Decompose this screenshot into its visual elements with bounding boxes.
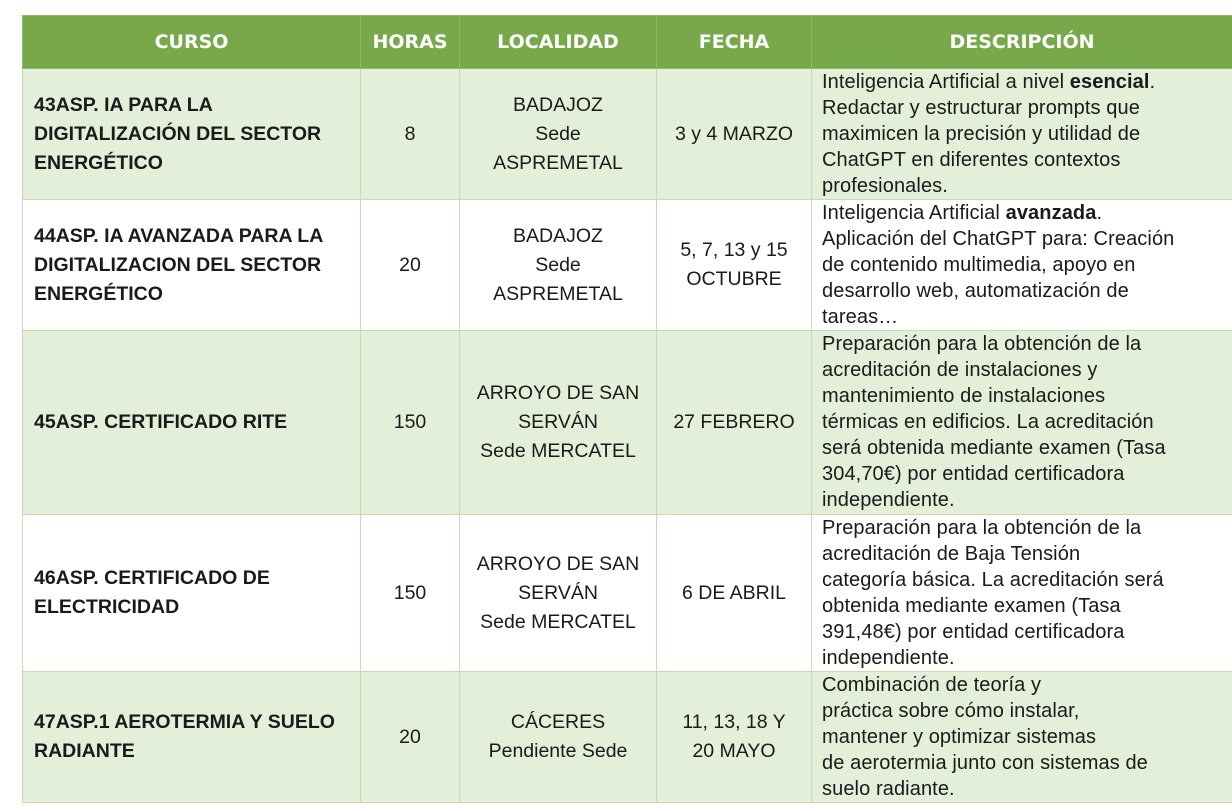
fecha-line: OCTUBRE (686, 268, 782, 290)
descripcion-bold: avanzada (1005, 202, 1097, 224)
localidad-line: Pendiente Sede (488, 740, 628, 762)
fecha-line: 6 DE ABRIL (681, 581, 787, 604)
cell-fecha (657, 672, 812, 803)
descripcion-line: mantener y optimizar sistemas (822, 726, 1097, 748)
curso-line: RADIANTE (34, 740, 135, 762)
cell-curso (23, 200, 361, 331)
cell-horas: 150 (361, 515, 460, 672)
descripcion-bold: esencial (1069, 71, 1150, 93)
header-row (23, 16, 1232, 69)
course-table-container (22, 15, 1232, 803)
cell-curso (23, 515, 361, 672)
cell-fecha (657, 331, 812, 515)
table-row (23, 672, 1232, 803)
cell-fecha (657, 515, 812, 672)
cell-descripcion (812, 515, 1232, 672)
table-row (23, 515, 1232, 672)
descripcion-line: desarrollo web, automatización de (822, 280, 1129, 302)
descripcion-line: obtenida mediante examen (Tasa (822, 595, 1121, 617)
curso-line: ENERGÉTICO (34, 282, 163, 305)
descripcion-line: profesionales. (822, 175, 948, 197)
descripcion-line: acreditación de instalaciones y (822, 359, 1098, 381)
curso-line: 43ASP. IA PARA LA (34, 93, 213, 116)
curso-line: DIGITALIZACIÓN DEL SECTOR (34, 122, 322, 145)
cell-descripcion (812, 69, 1232, 200)
cell-descripcion (812, 672, 1232, 803)
cell-localidad (460, 331, 657, 515)
descripcion-line (822, 200, 1232, 226)
fecha-line: 20 MAYO (692, 740, 776, 762)
cell-fecha (657, 200, 812, 331)
cell-horas: 20 (361, 672, 460, 803)
curso-line: 46ASP. CERTIFICADO DE (34, 567, 270, 589)
descripcion-intro: Inteligencia Artificial (822, 202, 1006, 224)
curso-line: ELECTRICIDAD (34, 596, 180, 618)
descripcion-line: Preparación para la obtención de la (822, 333, 1142, 355)
table-row (23, 69, 1232, 200)
localidad-line: ASPREMETAL (493, 282, 623, 305)
curso-line: DIGITALIZACION DEL SECTOR (34, 253, 322, 276)
descripcion-line (822, 69, 1232, 95)
descripcion-line: de contenido multimedia, apoyo en (822, 254, 1136, 276)
curso-line: 44ASP. IA AVANZADA PARA LA (34, 224, 324, 247)
table-row (23, 200, 1232, 331)
curso-line: 47ASP.1 AEROTERMIA Y SUELO (34, 711, 335, 733)
fecha-line: 27 FEBRERO (673, 411, 795, 433)
header-fecha[interactable]: FECHA (657, 16, 812, 69)
descripcion-line: tareas… (822, 306, 899, 328)
descripcion-line: suelo radiante. (822, 778, 955, 800)
cell-localidad (460, 200, 657, 331)
descripcion-line: Redactar y estructurar prompts que (822, 97, 1140, 119)
cell-curso (23, 331, 361, 515)
cell-horas: 150 (361, 331, 460, 515)
descripcion-after: . (1149, 71, 1156, 93)
descripcion-line: acreditación de Baja Tensión (822, 543, 1081, 565)
localidad-line: Sede MERCATEL (480, 440, 636, 462)
course-table (22, 15, 1232, 803)
cell-curso (23, 69, 361, 200)
descripcion-line: 391,48€) por entidad certificadora (822, 621, 1125, 643)
descripcion-line: 304,70€) por entidad certificadora (822, 463, 1125, 485)
cell-localidad (460, 69, 657, 200)
descripcion-line: maximicen la precisión y utilidad de (822, 123, 1141, 145)
localidad-line: SERVÁN (518, 581, 598, 604)
descripcion-line: Combinación de teoría y (822, 674, 1042, 696)
descripcion-line: independiente. (822, 489, 955, 511)
localidad-line: ARROYO DE SAN (476, 382, 640, 404)
localidad-line: Sede MERCATEL (480, 610, 636, 633)
descripcion-line: práctica sobre cómo instalar, (822, 700, 1080, 722)
cell-descripcion (812, 331, 1232, 515)
fecha-line: 3 y 4 MARZO (674, 122, 794, 145)
fecha-line: 5, 7, 13 y 15 (680, 239, 788, 261)
header-curso[interactable]: CURSO (23, 16, 361, 69)
curso-line: ENERGÉTICO (34, 151, 163, 174)
table-row (23, 331, 1232, 515)
descripcion-line: mantenimiento de instalaciones (822, 385, 1106, 407)
cell-descripcion (812, 200, 1232, 331)
header-localidad[interactable]: LOCALIDAD (460, 16, 657, 69)
cell-curso (23, 672, 361, 803)
localidad-line: Sede (535, 253, 581, 276)
curso-line: 45ASP. CERTIFICADO RITE (34, 411, 288, 433)
descripcion-line: independiente. (822, 647, 955, 669)
header-descripcion[interactable]: DESCRIPCIÓN (812, 16, 1232, 69)
descripcion-line: térmicas en edificios. La acreditación (822, 411, 1154, 433)
descripcion-line: ChatGPT en diferentes contextos (822, 149, 1121, 171)
descripcion-line: de aerotermia junto con sistemas de (822, 752, 1148, 774)
localidad-line: BADAJOZ (513, 224, 603, 247)
localidad-line: BADAJOZ (513, 93, 603, 116)
descripcion-line: Aplicación del ChatGPT para: Creación (822, 228, 1175, 250)
fecha-line: 11, 13, 18 Y (682, 711, 786, 733)
localidad-line: CÁCERES (510, 711, 606, 733)
localidad-line: ARROYO DE SAN (476, 552, 640, 575)
localidad-line: Sede (535, 122, 581, 145)
descripcion-line: será obtenida mediante examen (Tasa (822, 437, 1166, 459)
header-horas[interactable]: HORAS (361, 16, 460, 69)
localidad-line: ASPREMETAL (493, 151, 623, 174)
descripcion-line: categoría básica. La acreditación será (822, 569, 1164, 591)
cell-fecha (657, 69, 812, 200)
cell-localidad (460, 515, 657, 672)
cell-horas: 20 (361, 200, 460, 331)
cell-localidad (460, 672, 657, 803)
descripcion-after: . (1096, 202, 1103, 224)
descripcion-intro: Inteligencia Artificial a nivel (822, 71, 1070, 93)
localidad-line: SERVÁN (518, 411, 598, 433)
descripcion-line: Preparación para la obtención de la (822, 517, 1142, 539)
cell-horas: 8 (361, 69, 460, 200)
